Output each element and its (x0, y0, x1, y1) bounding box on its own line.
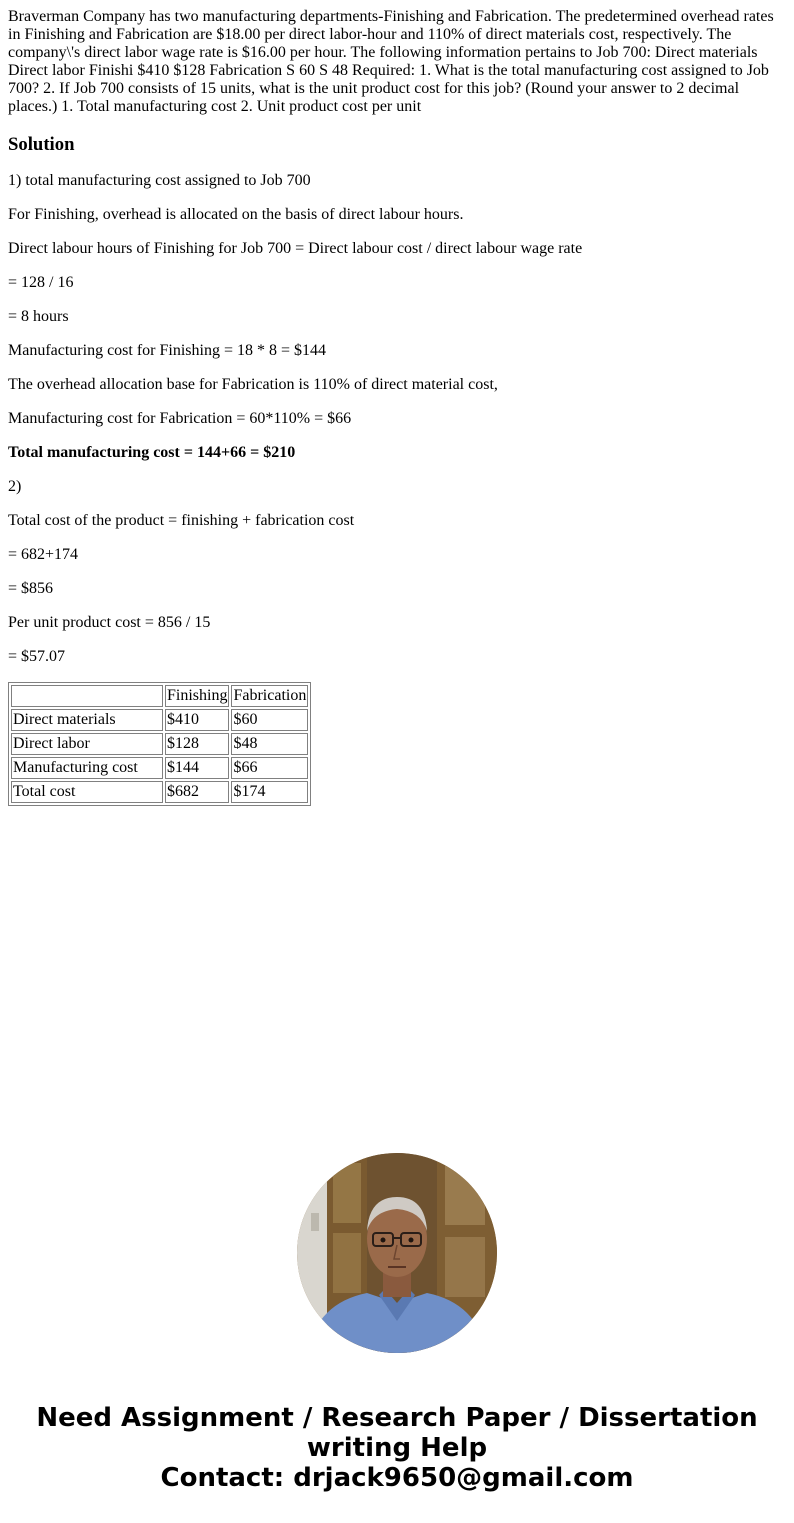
table-cell: $144 (165, 757, 229, 779)
table-cell: Direct materials (11, 709, 163, 731)
table-cell: $682 (165, 781, 229, 803)
table-row (11, 733, 308, 755)
table-header-cell: Finishing (165, 685, 229, 707)
table-cell: Total cost (11, 781, 163, 803)
solution-step: = 682+174 (8, 546, 79, 563)
solution-step: 2) (8, 478, 22, 495)
table-cell: $410 (165, 709, 229, 731)
solution-step: Per unit product cost = 856 / 15 (8, 614, 211, 631)
document-content (8, 8, 786, 806)
solution-step: The overhead allocation base for Fabrication is 110% of direct material cost, (8, 376, 498, 393)
footer-line: Need Assignment / Research Paper / Dissertation (36, 1403, 758, 1433)
table-cell: Direct labor (11, 733, 163, 755)
solution-step: Manufacturing cost for Fabrication = 60*110% = $66 (8, 410, 352, 427)
solution-step: Manufacturing cost for Finishing = 18 * 8 = $144 (8, 342, 327, 359)
solution-step: 1) total manufacturing cost assigned to Job 700 (8, 172, 311, 189)
author-photo (297, 1153, 497, 1353)
table-row (11, 781, 308, 803)
table-header-cell (11, 685, 163, 707)
table-header-cell: Fabrication (231, 685, 308, 707)
table-row (11, 757, 308, 779)
total-cost-result: Total manufacturing cost = 144+66 = $210 (8, 444, 296, 461)
table-cell: Manufacturing cost (11, 757, 163, 779)
footer-line: writing Help (306, 1433, 488, 1463)
solution-heading: Solution (8, 134, 75, 155)
solution-step: Direct labour hours of Finishing for Job 700 = Direct labour cost / direct labour wage rate (8, 240, 583, 257)
solution-step: = $856 (8, 580, 54, 597)
contact-email: Contact: drjack9650@gmail.com (160, 1463, 634, 1493)
table-row (11, 709, 308, 731)
cost-table (8, 682, 311, 806)
solution-step: Total cost of the product = finishing + fabrication cost (8, 512, 355, 529)
question-text: Braverman Company has two manufacturing departments-Finishing and Fabrication. The predetermined overhead rates in Finishing and Fabrication are $18.00 per direct labor-hour and 110% of direct materials cost, respectively. The company\'s direct labor wage rate is $16.00 per hour. The following information pertains to Job 700: Direct materials Direct labor Finishi $410 $128 Fabrication S 60 S 48 Required: 1. What is the total manufacturing cost assigned to Job 700? 2. If Job 700 consists of 15 units, what is the unit product cost for this job? (Round your answer to 2 decimal places.) 1. Total manufacturing cost 2. Unit product cost per unit (8, 8, 774, 115)
table-cell: $48 (231, 733, 308, 755)
solution-step: = $57.07 (8, 648, 66, 665)
table-cell: $60 (231, 709, 308, 731)
table-cell: $66 (231, 757, 308, 779)
solution-step: For Finishing, overhead is allocated on the basis of direct labour hours. (8, 206, 464, 223)
solution-step: = 128 / 16 (8, 274, 74, 291)
table-header-row (11, 685, 308, 707)
portrait-image (297, 1153, 497, 1353)
contact-banner (0, 1403, 794, 1493)
table-cell: $128 (165, 733, 229, 755)
solution-step: = 8 hours (8, 308, 69, 325)
table-cell: $174 (231, 781, 308, 803)
